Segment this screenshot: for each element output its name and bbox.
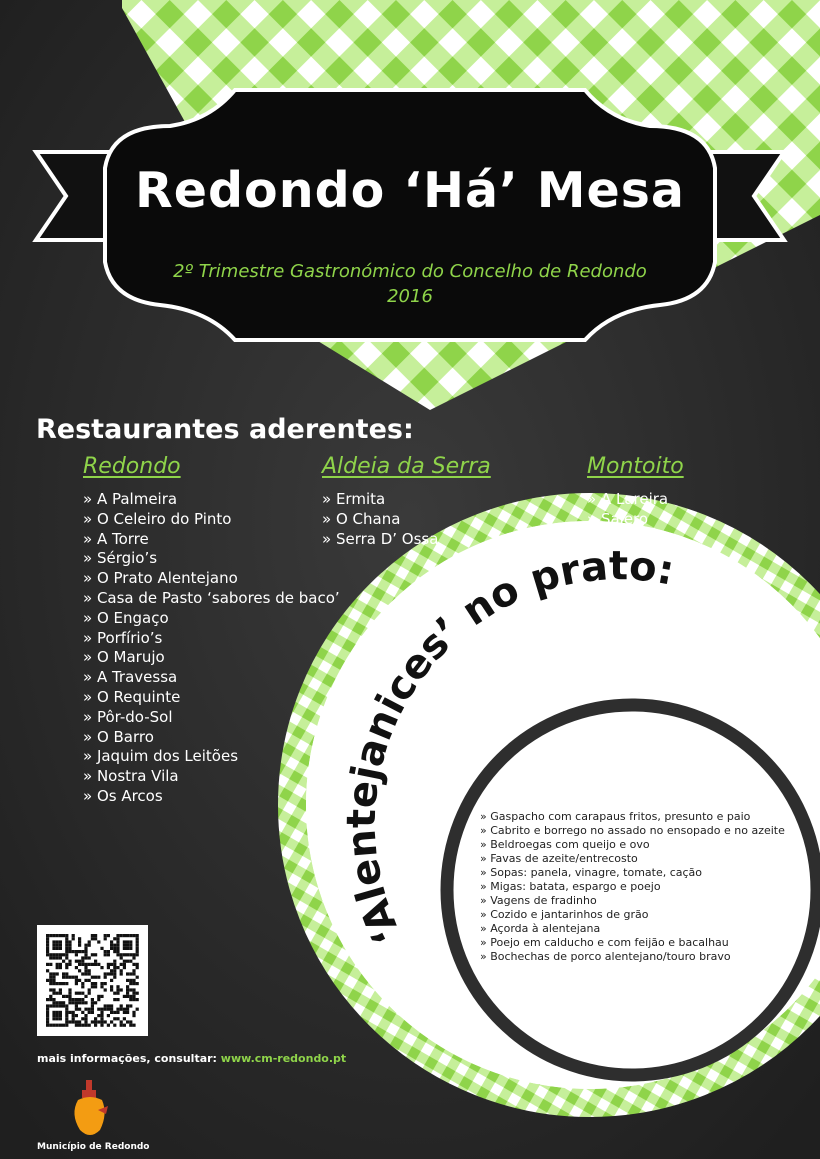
- restaurant-item: » Serra D’ Ossa: [322, 529, 439, 548]
- restaurant-item: » O Celeiro do Pinto: [83, 509, 232, 528]
- column-heading: Aldeia da Serra: [322, 454, 491, 479]
- restaurant-item: » Sérgio’s: [83, 549, 158, 568]
- restaurant-item: » O Engaço: [83, 608, 169, 627]
- dish-item: » Açorda à alentejana: [480, 922, 601, 935]
- restaurant-item: » Salero: [587, 509, 649, 528]
- restaurant-item: » A Torre: [83, 529, 149, 548]
- restaurant-column-montoito: [587, 454, 684, 530]
- municipal-crest-icon: [68, 1080, 112, 1142]
- restaurant-item: » O Prato Alentejano: [83, 569, 238, 588]
- more-info-label: mais informações, consultar:: [37, 1052, 221, 1065]
- restaurant-list: [587, 490, 684, 530]
- restaurant-item: » A Travessa: [83, 668, 178, 687]
- restaurant-item: » Pôr-do-Sol: [83, 707, 173, 726]
- qr-code-icon[interactable]: [37, 925, 148, 1036]
- dish-item: » Bochechas de porco alentejano/touro bravo: [480, 950, 731, 963]
- dish-item: » Favas de azeite/entrecosto: [480, 852, 638, 865]
- subtitle-year: 2016: [387, 286, 433, 307]
- subtitle: 2º Trimestre Gastronómico do Concelho de Redondo: [173, 261, 647, 282]
- column-heading: Montoito: [587, 454, 684, 479]
- more-info: [37, 1052, 346, 1065]
- dish-item: » Beldroegas com queijo e ovo: [480, 838, 650, 851]
- dish-item: » Migas: batata, espargo e poejo: [480, 880, 661, 893]
- page-title: Redondo ‘Há’ Mesa: [135, 162, 685, 219]
- restaurant-item: » Os Arcos: [83, 786, 163, 805]
- dish-list: [480, 810, 785, 964]
- restaurant-list: [322, 490, 491, 549]
- municipality-name: Município de Redondo: [37, 1142, 150, 1152]
- restaurant-item: » Ermita: [322, 490, 386, 508]
- dish-item: » Vagens de fradinho: [480, 894, 597, 907]
- restaurant-item: » A Palmeira: [83, 490, 178, 508]
- dish-item: » Cabrito e borrego no assado no ensopado e no azeite: [480, 824, 785, 837]
- dish-item: » Gaspacho com carapaus fritos, presunto e paio: [480, 810, 751, 823]
- dish-item: » Poejo em calducho e com feijão e bacalhau: [480, 936, 729, 949]
- website-link[interactable]: www.cm-redondo.pt: [220, 1052, 347, 1065]
- column-heading: Redondo: [83, 454, 181, 479]
- dish-item: » Sopas: panela, vinagre, tomate, cação: [480, 866, 703, 879]
- restaurant-item: » O Barro: [83, 727, 154, 746]
- restaurant-item: » Jaquim dos Leitões: [83, 747, 239, 766]
- restaurant-item: » O Requinte: [83, 687, 181, 706]
- restaurant-list: [83, 490, 340, 807]
- restaurant-item: » A Lareira: [587, 490, 669, 508]
- restaurant-item: » O Marujo: [83, 648, 165, 667]
- plate-heading: ‘Alentejanices’ no prato:: [338, 543, 678, 951]
- restaurant-column-redondo: [83, 454, 340, 807]
- restaurants-heading: Restaurantes aderentes:: [36, 414, 414, 445]
- restaurant-column-aldeia-da-serra: [322, 454, 491, 549]
- restaurant-item: » Nostra Vila: [83, 767, 179, 786]
- dish-item: » Cozido e jantarinhos de grão: [480, 908, 649, 921]
- restaurant-item: » Casa de Pasto ‘sabores de baco’: [83, 588, 340, 607]
- restaurant-item: » O Chana: [322, 509, 401, 528]
- restaurant-item: » Porfírio’s: [83, 628, 163, 647]
